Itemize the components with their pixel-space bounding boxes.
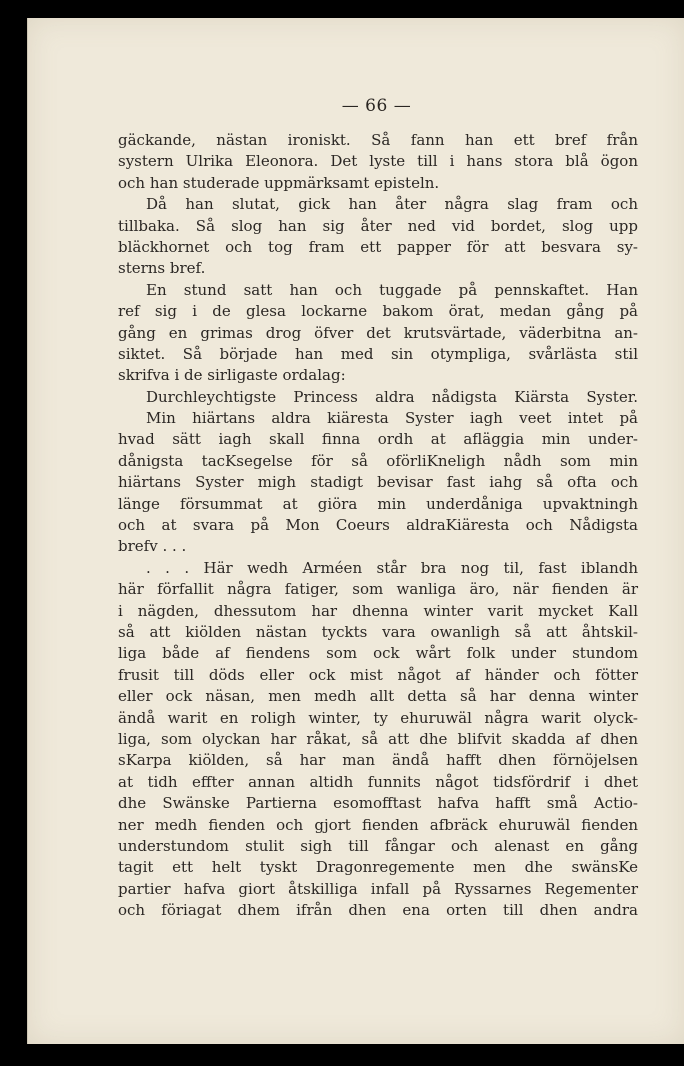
- text-line: sterns bref.: [118, 259, 206, 278]
- text-line: gång en grimas drog öfver det krutsvärtade, väderbitna an-: [118, 323, 638, 342]
- body-text: [118, 130, 638, 921]
- text-line: liga, som olyckan har råkat, så att dhe blifvit skadda af dhen: [118, 729, 638, 748]
- text-line: partier hafva giort åtskilliga infall på Ryssarnes Regementer: [118, 879, 638, 898]
- text-line: ner medh fienden och gjort fienden afbräck ehuruwäl fienden: [118, 815, 638, 834]
- text-line: at tidh effter annan altidh funnits något tidsfördrif i dhet: [118, 772, 638, 791]
- text-line: skrifva i de sirligaste ordalag:: [118, 366, 346, 385]
- text-line: här förfallit några fatiger, som wanliga äro, när fienden är: [118, 580, 638, 599]
- text-line: ref sig i de glesa lockarne bakom örat, medan gång på: [118, 302, 638, 321]
- text-line: och föriagat dhem ifrån dhen ena orten till dhen andra: [118, 901, 638, 920]
- text-line: eller ock näsan, men medh allt detta så har denna winter: [118, 687, 638, 706]
- text-line: sKarpa kiölden, så har man ändå hafft dhen förnöjelsen: [118, 751, 638, 770]
- text-line: och at svara på Mon Coeurs aldraKiäresta och Nådigsta: [118, 516, 638, 535]
- text-line: bläckhornet och tog fram ett papper för att besvara sy-: [118, 237, 638, 256]
- text-line: dhe Swänske Partierna esomofftast hafva hafft små Actio-: [118, 794, 638, 813]
- text-line: systern Ulrika Eleonora. Det lyste till i hans stora blå ögon: [118, 152, 638, 171]
- text-line: . . . Här wedh Arméen står bra nog til, fast iblandh: [146, 558, 638, 577]
- text-line: gäckande, nästan ironiskt. Så fann han ett bref från: [118, 131, 638, 149]
- text-line: länge försummat at giöra min underdåniga upvaktningh: [118, 494, 638, 513]
- text-line: och han studerade uppmärksamt episteln.: [118, 173, 440, 192]
- text-line: i nägden, dhessutom har dhenna winter varit mycket Kall: [118, 601, 638, 620]
- text-line: Durchleychtigste Princess aldra nådigsta Kiärsta Syster.: [146, 387, 638, 406]
- text-line: ändå warit en roligh winter, ty ehuruwäl några warit olyck-: [118, 708, 638, 727]
- text-line: dånigsta tacKsegelse för så oförliKneligh nådh som min: [118, 451, 638, 470]
- text-line: siktet. Så började han med sin otympliga, svårlästa stil: [118, 344, 638, 363]
- text-line: liga både af fiendens som ock wårt folk under stundom: [118, 644, 638, 663]
- text-line: Min hiärtans aldra kiäresta Syster iagh veet intet på: [146, 409, 638, 428]
- text-line: så att kiölden nästan tyckts vara owanligh så att åhtskil-: [118, 622, 638, 641]
- page-number: — 66 —: [341, 96, 412, 116]
- text-line: hvad sätt iagh skall finna ordh at afläggia min under-: [118, 430, 638, 449]
- text-line: Då han slutat, gick han åter några slag fram och: [146, 195, 638, 214]
- text-line: frusit till döds eller ock mist något af händer och fötter: [118, 665, 638, 684]
- text-line: understundom stulit sigh till fångar och alenast en gång: [118, 836, 638, 855]
- text-line: brefv . . .: [118, 537, 187, 556]
- text-line: hiärtans Syster migh stadigt bevisar fast iahg så ofta och: [118, 473, 638, 492]
- text-line: tagit ett helt tyskt Dragonregemente men dhe swänsKe: [118, 858, 638, 877]
- book-page: [27, 18, 684, 1044]
- text-line: tillbaka. Så slog han sig åter ned vid bordet, slog upp: [118, 216, 638, 235]
- text-line: En stund satt han och tuggade på pennskaftet. Han: [146, 280, 638, 299]
